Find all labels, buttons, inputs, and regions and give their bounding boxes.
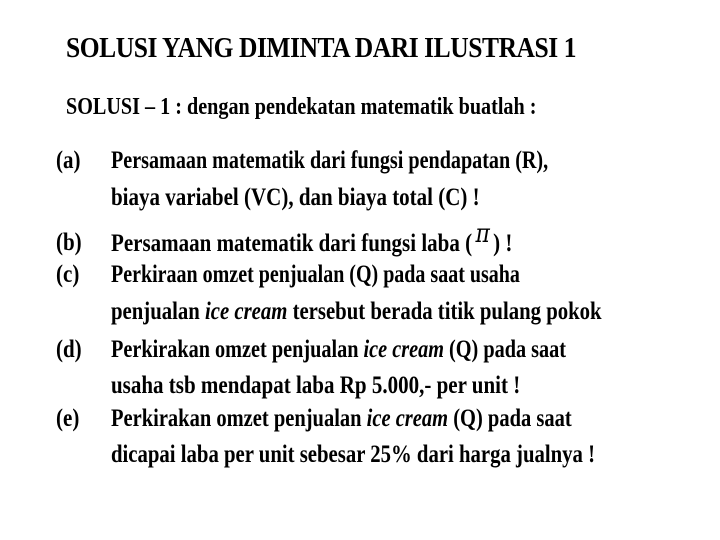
item-c-italic-term: ice cream (204, 298, 288, 325)
item-c-text-before: penjualan (111, 298, 205, 325)
item-marker-b: (b) (56, 229, 82, 256)
item-marker-d: (d) (56, 336, 82, 363)
item-e-italic-term: ice cream (366, 405, 449, 432)
item-d-italic-term: ice cream (363, 336, 444, 363)
item-e-text-before: Perkirakan omzet penjualan (111, 405, 367, 432)
item-marker-c: (c) (56, 261, 80, 288)
item-c-line-1: Perkiraan omzet penjualan (Q) pada saat usaha (111, 261, 520, 288)
item-b-text-before: Persamaan matematik dari fungsi laba ( (111, 230, 473, 257)
item-marker-e: (e) (56, 405, 80, 432)
item-b-text-after: ) ! (493, 230, 513, 257)
pi-symbol: π (475, 219, 490, 249)
item-d-text-before: Perkirakan omzet penjualan (111, 336, 364, 363)
item-a-line-1: Persamaan matematik dari fungsi pendapatan (R), (111, 147, 549, 174)
item-c-line-2 (111, 297, 602, 327)
item-d-line-2: usaha tsb mendapat laba Rp 5.000,- per unit ! (111, 372, 521, 399)
item-e-line-2: dicapai laba per unit sebesar 25% dari harga jualnya ! (111, 441, 596, 468)
item-marker-a: (a) (56, 147, 81, 174)
item-e-line-1 (111, 404, 572, 434)
slide-subtitle: SOLUSI – 1 : dengan pendekatan matematik buatlah : (66, 94, 537, 120)
item-c-text-after: tersebut berada titik pulang pokok (287, 298, 602, 325)
item-e-text-after: (Q) pada saat (448, 405, 572, 432)
slide-title: SOLUSI YANG DIMINTA DARI ILUSTRASI 1 (66, 32, 577, 64)
item-a-line-2: biaya variabel (VC), dan biaya total (C) ! (111, 184, 480, 211)
item-d-text-after: (Q) pada saat (443, 336, 567, 363)
item-b-line-1 (111, 219, 513, 259)
item-d-line-1 (111, 335, 566, 365)
